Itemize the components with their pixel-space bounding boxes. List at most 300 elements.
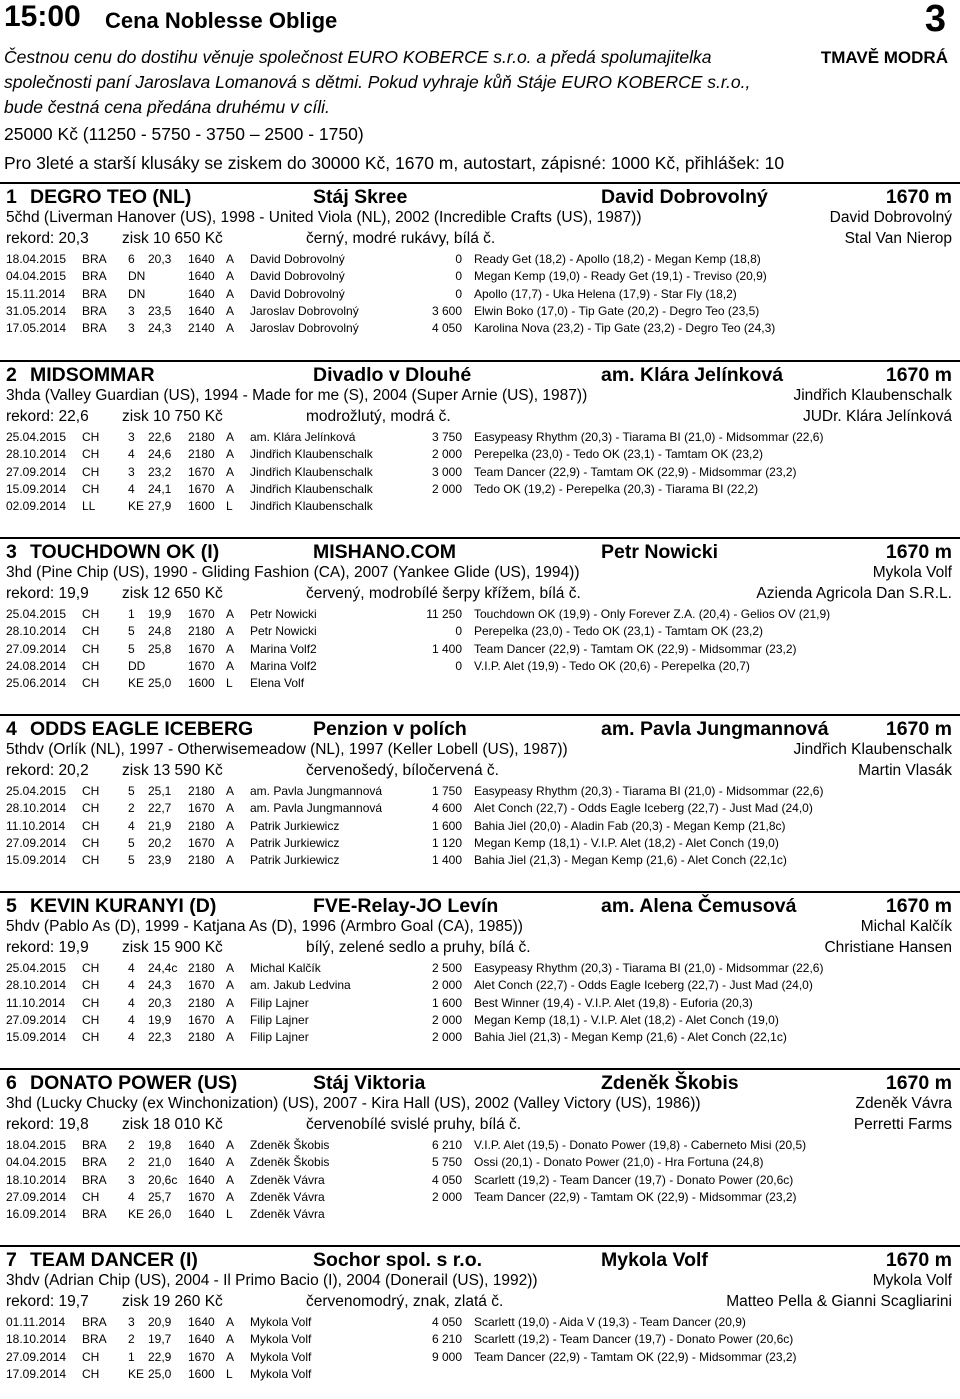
horse-header bbox=[0, 893, 960, 917]
result-first-three: Touchdown OK (19,9) - Only Forever Z.A. (20,4) - Gelios OV (21,9) bbox=[474, 607, 831, 621]
result-position: 3 bbox=[128, 303, 135, 318]
result-prize: 2 000 bbox=[431, 1030, 462, 1045]
result-distance: 2180 bbox=[188, 447, 215, 462]
result-start-type: A bbox=[226, 1030, 235, 1045]
horse-name: TEAM DANCER (I) bbox=[30, 1249, 198, 1271]
horse-earnings: zisk 18 010 Kč bbox=[122, 1116, 223, 1133]
result-date: 18.04.2015 bbox=[6, 252, 67, 266]
result-first-three: Bahia Jiel (21,3) - Megan Kemp (21,6) - Alet Conch (22,1c) bbox=[474, 853, 787, 868]
result-distance: 1670 bbox=[188, 801, 215, 816]
result-first-three: Bahia Jiel (21,3) - Megan Kemp (21,6) - Alet Conch (22,1c) bbox=[474, 1030, 787, 1045]
result-position: 2 bbox=[128, 1332, 135, 1347]
result-distance: 1670 bbox=[188, 481, 215, 496]
result-position: KE bbox=[128, 1207, 145, 1222]
result-position: 5 bbox=[128, 784, 135, 798]
result-date: 15.09.2014 bbox=[6, 1030, 67, 1045]
result-row bbox=[0, 959, 960, 976]
result-row bbox=[0, 799, 960, 816]
result-driver: Jindřich Klaubenschalk bbox=[250, 447, 373, 462]
horse-owner: Christiane Hansen bbox=[824, 939, 952, 956]
result-position: 4 bbox=[128, 961, 135, 975]
horse-entry bbox=[0, 537, 960, 691]
result-track: BRA bbox=[82, 1138, 107, 1152]
result-prize: 3 000 bbox=[431, 464, 462, 479]
result-driver: Zdeněk Vávra bbox=[250, 1189, 325, 1204]
result-start-type: A bbox=[226, 607, 235, 621]
result-first-three: Best Winner (19,4) - V.I.P. Alet (19,8) - Euforia (20,3) bbox=[474, 995, 753, 1010]
horse-silks: červenošedý, bíločervená č. bbox=[306, 762, 499, 779]
horse-trainer: David Dobrovolný bbox=[829, 209, 952, 226]
race-color-label: TMAVĚ MODRÁ bbox=[820, 48, 948, 67]
result-row bbox=[0, 285, 960, 302]
result-date: 25.04.2015 bbox=[6, 961, 67, 975]
horse-record-row bbox=[0, 1292, 960, 1313]
result-driver: Zdeněk Vávra bbox=[250, 1207, 325, 1222]
result-track: BRA bbox=[82, 1315, 107, 1329]
result-date: 15.09.2014 bbox=[6, 481, 67, 496]
result-time: 24,8 bbox=[148, 624, 172, 639]
result-distance: 1670 bbox=[188, 607, 215, 621]
result-driver: David Dobrovolný bbox=[250, 252, 345, 266]
result-track: CH bbox=[82, 853, 100, 868]
result-distance: 1640 bbox=[188, 1155, 215, 1170]
horse-trainer: Zdeněk Vávra bbox=[855, 1095, 952, 1112]
horse-header bbox=[0, 716, 960, 740]
result-prize: 5 750 bbox=[431, 1155, 462, 1170]
result-first-three: Team Dancer (22,9) - Tamtam OK (22,9) - Midsommar (23,2) bbox=[474, 641, 797, 656]
result-driver: Patrik Jurkiewicz bbox=[250, 818, 340, 833]
result-start-type: L bbox=[226, 1366, 233, 1381]
result-date: 24.08.2014 bbox=[6, 658, 67, 673]
result-time: 20,9 bbox=[148, 1315, 172, 1329]
horse-pedigree-row bbox=[0, 563, 960, 584]
horse-number: 3 bbox=[6, 541, 17, 563]
result-position: 4 bbox=[128, 1030, 135, 1045]
result-start-type: A bbox=[226, 303, 235, 318]
result-track: CH bbox=[82, 1366, 100, 1381]
result-first-three: Megan Kemp (18,1) - V.I.P. Alet (18,2) - Alet Conch (19,0) bbox=[474, 1012, 779, 1027]
horse-entry bbox=[0, 360, 960, 514]
horse-distance: 1670 m bbox=[885, 186, 952, 208]
result-driver: Filip Lajner bbox=[250, 1012, 309, 1027]
horse-number: 5 bbox=[6, 895, 17, 917]
horse-record-row bbox=[0, 229, 960, 250]
result-distance: 2180 bbox=[188, 430, 215, 444]
result-distance: 1600 bbox=[188, 499, 215, 514]
horse-record: rekord: 19,8 bbox=[6, 1116, 89, 1133]
result-row bbox=[0, 1348, 960, 1365]
result-prize: 1 750 bbox=[431, 784, 462, 798]
horse-name: ODDS EAGLE ICEBERG bbox=[30, 718, 254, 740]
result-track: CH bbox=[82, 961, 100, 975]
result-prize: 1 400 bbox=[431, 853, 462, 868]
result-date: 18.10.2014 bbox=[6, 1332, 67, 1347]
result-driver: Michal Kalčík bbox=[250, 961, 321, 975]
result-date: 18.10.2014 bbox=[6, 1172, 67, 1187]
result-distance: 1600 bbox=[188, 1366, 215, 1381]
race-number: 3 bbox=[924, 0, 946, 40]
result-track: CH bbox=[82, 447, 100, 462]
result-distance: 1640 bbox=[188, 303, 215, 318]
result-date: 16.09.2014 bbox=[6, 1207, 67, 1222]
horse-header bbox=[0, 184, 960, 208]
result-time: 25,0 bbox=[148, 1366, 172, 1381]
horse-stable: Stáj Skree bbox=[313, 186, 408, 208]
result-driver: Marina Volf2 bbox=[250, 658, 317, 673]
result-position: 2 bbox=[128, 801, 135, 816]
result-row bbox=[0, 976, 960, 993]
result-row bbox=[0, 497, 960, 514]
result-track: CH bbox=[82, 801, 100, 816]
horse-number: 2 bbox=[6, 364, 17, 386]
horse-record: rekord: 20,2 bbox=[6, 762, 89, 779]
horse-silks: modrožlutý, modrá č. bbox=[306, 408, 451, 425]
result-track: BRA bbox=[82, 252, 107, 266]
horse-pedigree-row bbox=[0, 386, 960, 407]
result-driver: Elena Volf bbox=[250, 676, 305, 691]
result-first-three: Team Dancer (22,9) - Tamtam OK (22,9) - Midsommar (23,2) bbox=[474, 1349, 797, 1364]
result-distance: 2180 bbox=[188, 961, 215, 975]
result-prize: 2 000 bbox=[431, 481, 462, 496]
result-row bbox=[0, 1011, 960, 1028]
result-position: DN bbox=[128, 286, 146, 301]
result-track: BRA bbox=[82, 286, 107, 301]
result-start-type: A bbox=[226, 658, 235, 673]
result-row bbox=[0, 640, 960, 657]
result-track: CH bbox=[82, 624, 100, 639]
horse-stable: Divadlo v Dlouhé bbox=[313, 364, 472, 386]
result-prize: 2 000 bbox=[431, 447, 462, 462]
result-prize: 3 600 bbox=[431, 303, 462, 318]
result-date: 27.09.2014 bbox=[6, 1189, 67, 1204]
result-row bbox=[0, 1313, 960, 1330]
horse-record: rekord: 19,7 bbox=[6, 1293, 89, 1310]
horse-number: 1 bbox=[6, 186, 17, 208]
horse-pedigree: 5hdv (Pablo As (D), 1999 - Katjana As (D), 1996 (Armbro Goal (CA), 1985)) bbox=[6, 918, 523, 935]
result-position: 4 bbox=[128, 995, 135, 1010]
result-prize: 0 bbox=[455, 658, 462, 673]
result-start-type: A bbox=[226, 430, 235, 444]
result-driver: Marina Volf2 bbox=[250, 641, 317, 656]
result-time: 20,3 bbox=[148, 252, 172, 266]
result-position: 4 bbox=[128, 818, 135, 833]
result-time: 22,7 bbox=[148, 801, 172, 816]
result-track: CH bbox=[82, 1349, 100, 1364]
result-position: 6 bbox=[128, 252, 135, 266]
result-first-three: Ossi (20,1) - Donato Power (21,0) - Hra Fortuna (24,8) bbox=[474, 1155, 764, 1170]
horse-header bbox=[0, 362, 960, 386]
result-date: 11.10.2014 bbox=[6, 995, 66, 1010]
result-first-three: Team Dancer (22,9) - Tamtam OK (22,9) - Midsommar (23,2) bbox=[474, 1189, 797, 1204]
horse-driver: Zdeněk Škobis bbox=[601, 1072, 739, 1094]
result-time: 22,3 bbox=[148, 1030, 172, 1045]
result-start-type: A bbox=[226, 1332, 235, 1347]
result-track: CH bbox=[82, 464, 100, 479]
prize-money: 25000 Kč (11250 - 5750 - 3750 – 2500 - 1750) bbox=[4, 124, 364, 144]
horse-header bbox=[0, 1247, 960, 1271]
result-time: 25,7 bbox=[148, 1189, 172, 1204]
result-row bbox=[0, 657, 960, 674]
result-row bbox=[0, 834, 960, 851]
result-first-three: Perepelka (23,0) - Tedo OK (23,1) - Tamtam OK (23,2) bbox=[474, 447, 764, 462]
result-time: 26,0 bbox=[148, 1207, 172, 1222]
result-driver: Filip Lajner bbox=[250, 995, 309, 1010]
result-row bbox=[0, 674, 960, 691]
result-start-type: A bbox=[226, 853, 235, 868]
result-track: CH bbox=[82, 607, 100, 621]
result-track: CH bbox=[82, 676, 100, 691]
result-distance: 1670 bbox=[188, 464, 215, 479]
horse-number: 6 bbox=[6, 1072, 17, 1094]
result-track: CH bbox=[82, 641, 100, 656]
result-row bbox=[0, 1205, 960, 1222]
result-position: 2 bbox=[128, 1155, 135, 1170]
horse-pedigree: 5čhd (Liverman Hanover (US), 1998 - United Viola (NL), 2002 (Incredible Crafts (US), 1987)) bbox=[6, 209, 642, 226]
result-time: 23,2 bbox=[148, 464, 172, 479]
result-start-type: A bbox=[226, 818, 235, 833]
result-date: 17.05.2014 bbox=[6, 321, 67, 336]
result-distance: 2180 bbox=[188, 995, 215, 1010]
horse-owner: Azienda Agricola Dan S.R.L. bbox=[756, 585, 952, 602]
result-first-three: Easypeasy Rhythm (20,3) - Tiarama BI (21,0) - Midsommar (22,6) bbox=[474, 430, 824, 444]
result-time: 23,5 bbox=[148, 303, 172, 318]
result-time: 20,6c bbox=[148, 1172, 178, 1187]
result-start-type: A bbox=[226, 464, 235, 479]
result-prize: 1 600 bbox=[431, 995, 462, 1010]
result-date: 27.09.2014 bbox=[6, 641, 67, 656]
result-time: 20,3 bbox=[148, 995, 172, 1010]
result-start-type: A bbox=[226, 1172, 235, 1187]
result-row bbox=[0, 302, 960, 319]
horse-trainer: Michal Kalčík bbox=[860, 918, 952, 935]
result-date: 18.04.2015 bbox=[6, 1138, 67, 1152]
horse-record-row bbox=[0, 938, 960, 959]
horse-driver: am. Alena Čemusová bbox=[601, 895, 797, 917]
horse-stable: Penzion v polích bbox=[313, 718, 467, 740]
result-row bbox=[0, 267, 960, 284]
result-track: CH bbox=[82, 818, 100, 833]
result-start-type: A bbox=[226, 481, 235, 496]
horse-owner: Martin Vlasák bbox=[858, 762, 952, 779]
result-date: 28.10.2014 bbox=[6, 801, 67, 816]
result-prize: 11 250 bbox=[426, 607, 462, 621]
horse-stable: MISHANO.COM bbox=[313, 541, 456, 563]
result-prize: 0 bbox=[455, 286, 462, 301]
result-driver: Mykola Volf bbox=[250, 1332, 312, 1347]
horse-record-row bbox=[0, 761, 960, 782]
result-start-type: A bbox=[226, 1349, 235, 1364]
result-distance: 2180 bbox=[188, 1030, 215, 1045]
result-date: 17.09.2014 bbox=[6, 1366, 67, 1381]
horse-owner: Perretti Farms bbox=[853, 1116, 952, 1133]
result-position: 4 bbox=[128, 1012, 135, 1027]
result-position: DD bbox=[128, 658, 146, 673]
result-driver: Mykola Volf bbox=[250, 1366, 312, 1381]
result-driver: Petr Nowicki bbox=[250, 624, 317, 639]
result-position: 2 bbox=[128, 1138, 135, 1152]
result-track: CH bbox=[82, 784, 100, 798]
result-position: 3 bbox=[128, 1172, 135, 1187]
result-driver: Jaroslav Dobrovolný bbox=[250, 321, 359, 336]
result-row bbox=[0, 445, 960, 462]
horse-header bbox=[0, 539, 960, 563]
horse-pedigree-row bbox=[0, 917, 960, 938]
result-track: BRA bbox=[82, 1155, 107, 1170]
result-driver: am. Jakub Ledvina bbox=[250, 978, 351, 993]
result-first-three: Alet Conch (22,7) - Odds Eagle Iceberg (22,7) - Just Mad (24,0) bbox=[474, 801, 813, 816]
result-position: 3 bbox=[128, 1315, 135, 1329]
horse-earnings: zisk 13 590 Kč bbox=[122, 762, 223, 779]
result-distance: 1640 bbox=[188, 1172, 215, 1187]
horse-number: 4 bbox=[6, 718, 17, 740]
result-track: CH bbox=[82, 658, 100, 673]
result-distance: 1670 bbox=[188, 1189, 215, 1204]
result-first-three: Megan Kemp (19,0) - Ready Get (19,1) - Treviso (20,9) bbox=[474, 269, 767, 284]
result-position: 4 bbox=[128, 978, 135, 993]
result-driver: am. Klára Jelínková bbox=[250, 430, 356, 444]
result-row bbox=[0, 428, 960, 445]
result-distance: 1640 bbox=[188, 1138, 215, 1152]
result-row bbox=[0, 1365, 960, 1382]
horse-earnings: zisk 10 750 Kč bbox=[122, 408, 223, 425]
result-start-type: A bbox=[226, 641, 235, 656]
horse-stable: Sochor spol. s r.o. bbox=[313, 1249, 483, 1271]
horse-silks: černý, modré rukávy, bílá č. bbox=[306, 230, 496, 247]
result-prize: 1 600 bbox=[431, 818, 462, 833]
horse-distance: 1670 m bbox=[885, 541, 952, 563]
horse-distance: 1670 m bbox=[885, 1249, 952, 1271]
result-row bbox=[0, 1188, 960, 1205]
result-time: 27,9 bbox=[148, 499, 172, 514]
result-position: DN bbox=[128, 269, 146, 284]
horse-record: rekord: 20,3 bbox=[6, 230, 89, 247]
result-distance: 1600 bbox=[188, 676, 215, 691]
result-driver: David Dobrovolný bbox=[250, 286, 345, 301]
result-position: 3 bbox=[128, 430, 135, 444]
horse-name: MIDSOMMAR bbox=[30, 364, 155, 386]
result-position: 3 bbox=[128, 464, 135, 479]
result-position: KE bbox=[128, 676, 145, 691]
result-start-type: A bbox=[226, 835, 235, 850]
result-prize: 1 120 bbox=[431, 835, 462, 850]
result-date: 28.10.2014 bbox=[6, 624, 67, 639]
result-date: 28.10.2014 bbox=[6, 447, 67, 462]
result-start-type: A bbox=[226, 286, 235, 301]
result-prize: 4 600 bbox=[431, 801, 462, 816]
horse-entry bbox=[0, 1245, 960, 1382]
result-distance: 1670 bbox=[188, 1349, 215, 1364]
result-distance: 1670 bbox=[188, 1012, 215, 1027]
result-time: 21,0 bbox=[148, 1155, 172, 1170]
result-first-three: Scarlett (19,2) - Team Dancer (19,7) - Donato Power (20,6c) bbox=[474, 1332, 794, 1347]
horse-trainer: Mykola Volf bbox=[872, 1272, 952, 1289]
horse-owner: JUDr. Klára Jelínková bbox=[802, 408, 952, 425]
result-distance: 1670 bbox=[188, 658, 215, 673]
result-first-three: Ready Get (18,2) - Apollo (18,2) - Megan Kemp (18,8) bbox=[474, 252, 761, 266]
horse-entry bbox=[0, 714, 960, 868]
result-prize: 4 050 bbox=[431, 1172, 462, 1187]
result-driver: Jindřich Klaubenschalk bbox=[250, 464, 373, 479]
result-time: 19,9 bbox=[148, 1012, 172, 1027]
result-first-three: Scarlett (19,2) - Team Dancer (19,7) - Donato Power (20,6c) bbox=[474, 1172, 794, 1187]
horse-distance: 1670 m bbox=[885, 1072, 952, 1094]
horse-driver: Petr Nowicki bbox=[601, 541, 719, 563]
result-distance: 1640 bbox=[188, 1207, 215, 1222]
result-date: 31.05.2014 bbox=[6, 303, 67, 318]
result-start-type: A bbox=[226, 1155, 235, 1170]
result-date: 27.09.2014 bbox=[6, 1012, 67, 1027]
horse-stable: FVE-Relay-JO Levín bbox=[313, 895, 499, 917]
result-track: CH bbox=[82, 995, 100, 1010]
horse-record: rekord: 19,9 bbox=[6, 585, 89, 602]
result-start-type: A bbox=[226, 1138, 235, 1152]
horse-silks: červenomodrý, znak, zlatá č. bbox=[306, 1293, 504, 1310]
result-date: 25.06.2014 bbox=[6, 676, 67, 691]
horse-pedigree-row bbox=[0, 740, 960, 761]
result-row bbox=[0, 782, 960, 799]
result-prize: 0 bbox=[455, 624, 462, 639]
result-row bbox=[0, 480, 960, 497]
result-start-type: A bbox=[226, 624, 235, 639]
result-distance: 2180 bbox=[188, 853, 215, 868]
result-row bbox=[0, 1171, 960, 1188]
result-position: 4 bbox=[128, 1189, 135, 1204]
horse-entry bbox=[0, 182, 960, 336]
result-date: 28.10.2014 bbox=[6, 978, 67, 993]
horse-record-row bbox=[0, 407, 960, 428]
result-position: 4 bbox=[128, 447, 135, 462]
result-first-three: V.I.P. Alet (19,9) - Tedo OK (20,6) - Perepelka (20,7) bbox=[474, 658, 750, 673]
result-driver: Patrik Jurkiewicz bbox=[250, 853, 340, 868]
result-track: CH bbox=[82, 1189, 100, 1204]
result-distance: 1640 bbox=[188, 1332, 215, 1347]
race-time: 15:00 bbox=[4, 0, 81, 33]
result-prize: 4 050 bbox=[431, 321, 462, 336]
horse-driver: am. Klára Jelínková bbox=[601, 364, 784, 386]
horse-earnings: zisk 15 900 Kč bbox=[122, 939, 223, 956]
result-time: 24,6 bbox=[148, 447, 172, 462]
result-position: KE bbox=[128, 1366, 145, 1381]
horse-earnings: zisk 10 650 Kč bbox=[122, 230, 223, 247]
result-time: 20,2 bbox=[148, 835, 172, 850]
result-track: CH bbox=[82, 430, 100, 444]
result-driver: Mykola Volf bbox=[250, 1349, 312, 1364]
result-date: 27.09.2014 bbox=[6, 835, 67, 850]
result-row bbox=[0, 605, 960, 622]
result-track: CH bbox=[82, 1012, 100, 1027]
result-track: LL bbox=[82, 499, 96, 514]
result-time: 25,1 bbox=[148, 784, 172, 798]
result-driver: David Dobrovolný bbox=[250, 269, 345, 284]
result-row bbox=[0, 851, 960, 868]
result-driver: am. Pavla Jungmannová bbox=[250, 784, 383, 798]
result-position: KE bbox=[128, 499, 145, 514]
result-position: 5 bbox=[128, 641, 135, 656]
result-position: 5 bbox=[128, 835, 135, 850]
result-track: CH bbox=[82, 481, 100, 496]
horse-owner: Matteo Pella & Gianni Scagliarini bbox=[726, 1293, 952, 1310]
result-position: 1 bbox=[128, 1349, 135, 1364]
result-track: BRA bbox=[82, 1332, 107, 1347]
horse-earnings: zisk 19 260 Kč bbox=[122, 1293, 223, 1310]
result-row bbox=[0, 463, 960, 480]
horse-record-row bbox=[0, 584, 960, 605]
result-time: 24,1 bbox=[148, 481, 172, 496]
result-prize: 2 000 bbox=[431, 1189, 462, 1204]
result-driver: Petr Nowicki bbox=[250, 607, 317, 621]
result-position: 5 bbox=[128, 624, 135, 639]
horse-pedigree: 3hd (Lucky Chucky (ex Winchonization) (US), 2007 - Kira Hall (US), 2002 (Valley Victory (US), 1986)) bbox=[6, 1095, 701, 1112]
